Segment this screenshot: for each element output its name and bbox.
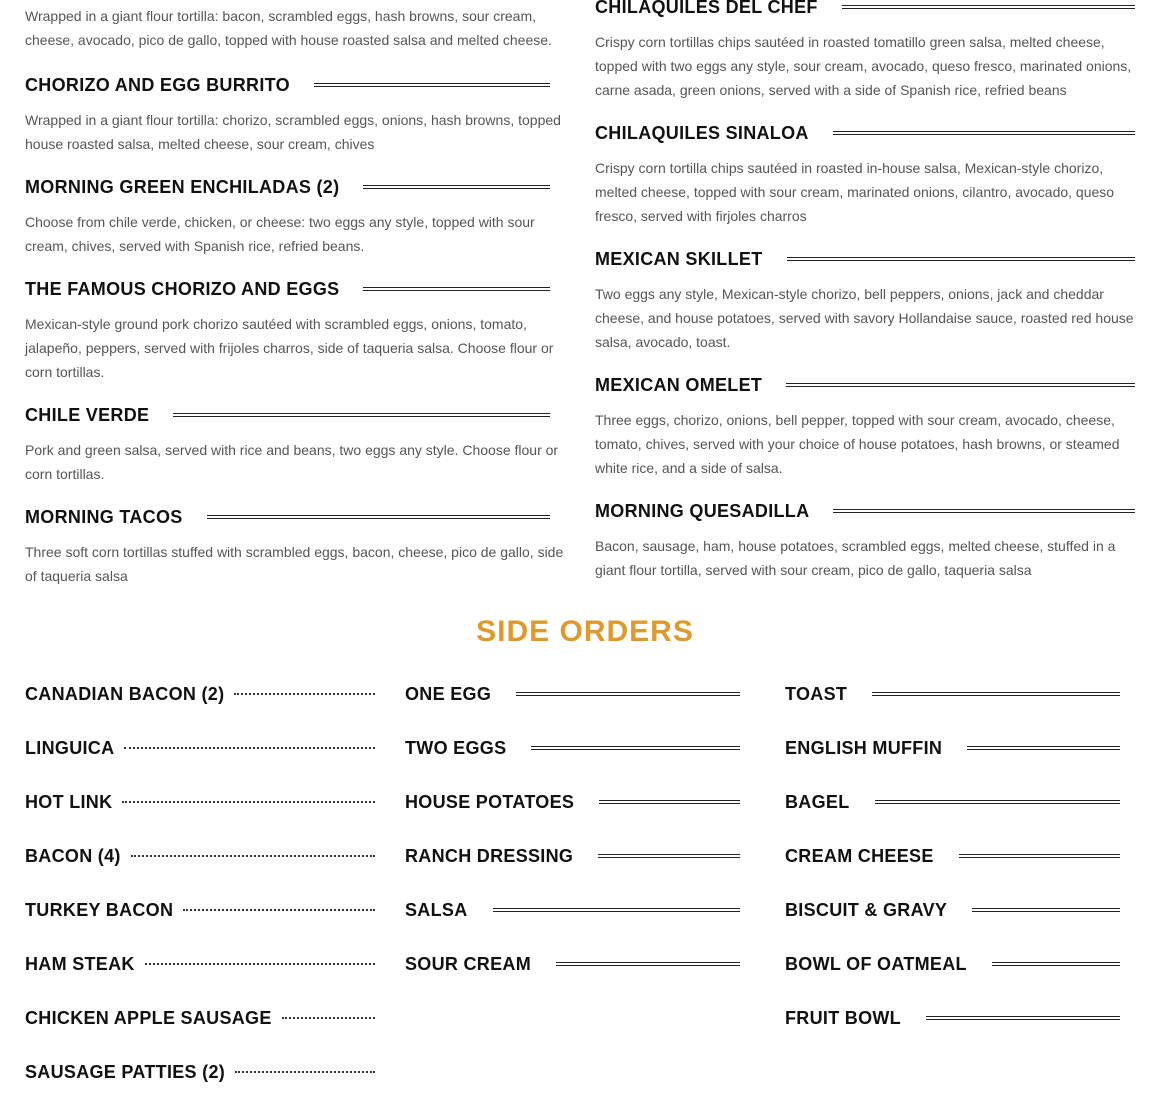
side-order-item — [785, 683, 1120, 705]
menu-item-description: Wrapped in a giant flour tortilla: bacon, scrambled eggs, hash browns, sour cream, cheese, avocado, pico de gallo, topped with house roasted salsa and melted cheese. — [25, 8, 552, 48]
side-order-item — [785, 737, 1120, 759]
title-divider — [967, 746, 1120, 750]
dotted-leader — [282, 1017, 375, 1019]
side-order-item — [25, 683, 375, 705]
side-order-item — [785, 1007, 1120, 1029]
side-order-name: BAGEL — [785, 791, 850, 812]
menu-item-green-enchiladas — [25, 176, 577, 258]
menu-item-description: Crispy corn tortilla chips sautéed in roasted in-house salsa, Mexican-style chorizo, melted cheese, topped with sour cream, marinated onions, cilantro, avocado, queso fresco, served with firjoles charros — [595, 160, 1115, 224]
title-divider — [599, 800, 740, 804]
side-order-name: TURKEY BACON — [25, 899, 174, 920]
side-order-name: ONE EGG — [405, 683, 492, 704]
menu-item-chorizo-and-eggs — [25, 278, 577, 384]
side-order-name: BACON (4) — [25, 845, 121, 866]
side-order-name: HOUSE POTATOES — [405, 791, 575, 812]
side-order-item — [25, 899, 375, 921]
menu-item-morning-quesadilla — [595, 500, 1147, 582]
section-title-side-orders: SIDE ORDERS — [476, 615, 694, 648]
menu-item-title: MORNING GREEN ENCHILADAS (2) — [25, 176, 340, 197]
menu-item-mexican-skillet — [595, 248, 1147, 354]
menu-item-description: Two eggs any style, Mexican-style chorizo, bell peppers, onions, jack and cheddar cheese, and house potatoes, served with savory Hollandaise sauce, roasted red house salsa, avocado, toast. — [595, 286, 1134, 350]
side-order-item — [405, 791, 740, 813]
dotted-leader — [235, 1071, 375, 1073]
title-divider — [786, 383, 1135, 387]
title-divider — [787, 257, 1135, 261]
side-order-name: CHICKEN APPLE SAUSAGE — [25, 1007, 272, 1028]
side-order-name: BOWL OF OATMEAL — [785, 953, 967, 974]
title-divider — [842, 5, 1135, 9]
menu-item-title: MORNING TACOS — [25, 506, 183, 527]
menu-item-title: CHILE VERDE — [25, 404, 150, 425]
side-order-item — [25, 845, 375, 867]
menu-item-description: Pork and green salsa, served with rice and beans, two eggs any style. Choose flour or corn tortillas. — [25, 442, 559, 482]
menu-item-mexican-omelet — [595, 374, 1147, 480]
menu-item-title: THE FAMOUS CHORIZO AND EGGS — [25, 278, 340, 299]
menu-item-title: MORNING QUESADILLA — [595, 500, 810, 521]
side-order-item — [25, 737, 375, 759]
title-divider — [363, 185, 550, 189]
title-divider — [207, 515, 550, 519]
menu-item-description: Three soft corn tortillas stuffed with scrambled eggs, bacon, cheese, pico de gallo, side of taqueria salsa — [25, 544, 564, 584]
side-order-item — [25, 953, 375, 975]
side-order-item — [405, 899, 740, 921]
menu-item-morning-tacos — [25, 506, 577, 588]
dotted-leader — [124, 747, 375, 749]
side-order-name: BISCUIT & GRAVY — [785, 899, 948, 920]
side-order-name: CANADIAN BACON (2) — [25, 683, 225, 704]
side-orders-column-2 — [405, 683, 740, 1007]
dotted-leader — [131, 855, 375, 857]
side-order-name: SALSA — [405, 899, 468, 920]
title-divider — [875, 800, 1121, 804]
menu-item-title: CHILAQUILES DEL CHEF — [595, 0, 818, 17]
title-divider — [516, 692, 740, 696]
side-order-name: RANCH DRESSING — [405, 845, 574, 866]
dotted-leader — [234, 693, 375, 695]
menu-item-chorizo-egg-burrito — [25, 74, 577, 156]
menu-item-chilaquiles-sinaloa — [595, 122, 1147, 228]
menu-item-description: Crispy corn tortillas chips sautéed in roasted tomatillo green salsa, melted cheese, topped with two eggs any style, sour cream, avocado, queso fresco, marinated onions, carne asada, green onions, served with a side of Spanish rice, refried beans — [595, 34, 1132, 98]
side-order-item — [785, 953, 1120, 975]
menu-item-breakfast-burrito — [25, 4, 577, 52]
side-order-name: LINGUICA — [25, 737, 115, 758]
title-divider — [363, 287, 550, 291]
title-divider — [992, 962, 1120, 966]
side-order-item — [785, 791, 1120, 813]
title-divider — [959, 854, 1120, 858]
title-divider — [493, 908, 740, 912]
side-order-item — [785, 845, 1120, 867]
title-divider — [556, 962, 740, 966]
side-orders-column-1 — [25, 683, 375, 1111]
side-order-name: SAUSAGE PATTIES (2) — [25, 1061, 226, 1082]
side-order-item — [405, 737, 740, 759]
dotted-leader — [183, 909, 375, 911]
menu-item-title: MEXICAN OMELET — [595, 374, 763, 395]
side-orders-column-3 — [785, 683, 1120, 1061]
menu-item-chile-verde — [25, 404, 577, 486]
dotted-leader — [122, 801, 375, 803]
title-divider — [598, 854, 740, 858]
side-order-item — [405, 845, 740, 867]
side-order-name: ENGLISH MUFFIN — [785, 737, 943, 758]
side-order-item — [785, 899, 1120, 921]
menu-item-chilaquiles-del-chef — [595, 0, 1147, 102]
title-divider — [314, 83, 550, 87]
side-order-name: TOAST — [785, 683, 848, 704]
title-divider — [833, 509, 1135, 513]
menu-item-title: CHORIZO AND EGG BURRITO — [25, 74, 290, 95]
menu-item-description: Choose from chile verde, chicken, or cheese: two eggs any style, topped with sour cream, chives, served with Spanish rice, refried beans. — [25, 214, 535, 254]
side-order-name: FRUIT BOWL — [785, 1007, 901, 1028]
title-divider — [531, 746, 740, 750]
title-divider — [926, 1016, 1120, 1020]
side-order-item — [25, 791, 375, 813]
side-order-item — [25, 1007, 375, 1029]
menu-item-description: Bacon, sausage, ham, house potatoes, scrambled eggs, melted cheese, stuffed in a giant flour tortilla, served with sour cream, pico de gallo, taqueria salsa — [595, 538, 1116, 578]
side-order-name: SOUR CREAM — [405, 953, 532, 974]
side-order-item — [405, 683, 740, 705]
side-order-name: CREAM CHEESE — [785, 845, 934, 866]
menu-item-title: CHILAQUILES SINALOA — [595, 122, 809, 143]
side-order-item — [405, 953, 740, 975]
title-divider — [872, 692, 1120, 696]
side-order-name: HOT LINK — [25, 791, 113, 812]
dotted-leader — [145, 963, 375, 965]
menu-item-description: Wrapped in a giant flour tortilla: chorizo, scrambled eggs, onions, hash browns, topped house roasted salsa, melted cheese, sour cream, chives — [25, 112, 561, 152]
menu-item-title: MEXICAN SKILLET — [595, 248, 763, 269]
side-order-name: TWO EGGS — [405, 737, 507, 758]
menu-item-description: Three eggs, chorizo, onions, bell pepper, topped with sour cream, avocado, cheese, tomato, chives, served with your choice of house potatoes, hash browns, or steamed white rice, and a side of salsa. — [595, 412, 1120, 476]
title-divider — [173, 413, 550, 417]
title-divider — [972, 908, 1120, 912]
menu-item-description: Mexican-style ground pork chorizo sautéed with scrambled eggs, onions, tomato, jalapeño, peppers, served with frijoles charros, side of taqueria salsa. Choose flour or corn tortillas. — [25, 316, 554, 380]
side-order-item — [25, 1061, 375, 1083]
title-divider — [833, 131, 1135, 135]
side-order-name: HAM STEAK — [25, 953, 135, 974]
